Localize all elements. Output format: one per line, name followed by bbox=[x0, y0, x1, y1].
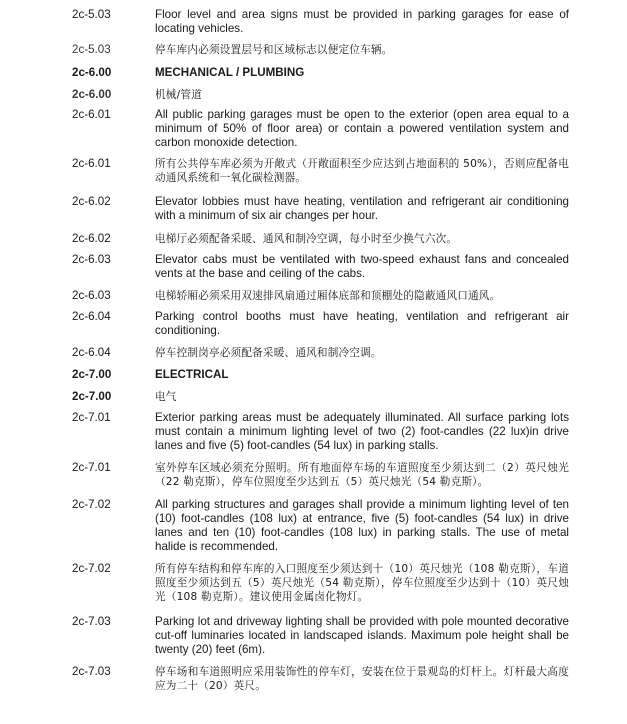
section-number: 2c-7.01 bbox=[72, 461, 111, 474]
section-text: 所有停车结构和停车库的入口照度至少须达到十（10）英尺烛光（108 勒克斯），车道照度至少须达到五（5）英尺烛光（54 勒克斯），停车位照度至少达到十（10）英尺烛光（108 勒克斯）。建议使用金属卤化物灯。 bbox=[155, 563, 569, 603]
section-number: 2c-6.00 bbox=[72, 88, 112, 101]
section-number: 2c-6.04 bbox=[72, 346, 111, 359]
section-text: 停车控制岗亭必须配备采暖、通风和制冷空调。 bbox=[155, 347, 382, 359]
section-text: 电梯厅必须配备采暖、通风和制冷空调，每小时至少换气六次。 bbox=[155, 233, 458, 245]
section-number: 2c-6.01 bbox=[72, 108, 111, 121]
section-number: 2c-7.03 bbox=[72, 665, 111, 678]
section-text: All parking structures and garages shall provide a minimum lighting level of ten (10) foot-candles (108 lux) at entrance, five (5) foot-candles (54 lux) in drive lanes and ten (10) foot-candles (108 lux) in parking stalls. The use of metal halide is recommended. bbox=[155, 498, 569, 553]
section-text: 停车库内必须设置层号和区域标志以便定位车辆。 bbox=[155, 44, 393, 56]
section-number: 2c-7.00 bbox=[72, 390, 112, 403]
section-text: 电梯轿厢必须采用双速排风扇通过厢体底部和顶棚处的隐蔽通风口通风。 bbox=[155, 290, 501, 302]
section-number: 2c-6.02 bbox=[72, 195, 111, 208]
section-text: Elevator cabs must be ventilated with two-speed exhaust fans and concealed vents at the base and ceiling of the cabs. bbox=[155, 253, 569, 280]
section-title: ELECTRICAL bbox=[155, 368, 229, 381]
section-number: 2c-7.02 bbox=[72, 562, 111, 575]
section-number: 2c-6.02 bbox=[72, 232, 111, 245]
section-number: 2c-6.01 bbox=[72, 157, 111, 170]
section-number: 2c-7.00 bbox=[72, 368, 112, 381]
section-title: MECHANICAL / PLUMBING bbox=[155, 66, 305, 79]
section-number: 2c-7.03 bbox=[72, 615, 111, 628]
section-number: 2c-5.03 bbox=[72, 8, 111, 21]
section-title: 电气 bbox=[155, 391, 177, 403]
section-text: Elevator lobbies must have heating, ventilation and refrigerant air conditioning with a minimum of six air changes per hour. bbox=[155, 195, 569, 222]
section-text: Parking lot and driveway lighting shall be provided with pole mounted decorative cut-off luminaries located in landscaped islands. Maximum pole height shall be twenty (20) feet (6m). bbox=[155, 615, 569, 656]
section-text: 停车场和车道照明应采用装饰性的停车灯，安装在位于景观岛的灯杆上。灯杆最大高度应为二十（20）英尺。 bbox=[155, 666, 569, 692]
section-number: 2c-7.02 bbox=[72, 498, 111, 511]
section-text: All public parking garages must be open to the exterior (open area equal to a minimum of 50% of floor area) or contain a powered ventilation system and carbon monoxide detection. bbox=[155, 108, 569, 149]
section-text: 所有公共停车库必须为开敞式（开敞面积至少应达到占地面积的 50%），否则应配备电动通风系统和一氧化碳检测器。 bbox=[155, 158, 569, 184]
section-text: 室外停车区域必须充分照明。所有地面停车场的车道照度至少须达到二（2）英尺烛光（22 勒克斯），停车位照度至少达到五（5）英尺烛光（54 勒克斯）。 bbox=[155, 462, 569, 488]
section-number: 2c-6.00 bbox=[72, 66, 112, 79]
section-number: 2c-5.03 bbox=[72, 43, 111, 56]
section-number: 2c-7.01 bbox=[72, 411, 111, 424]
section-text: Floor level and area signs must be provided in parking garages for ease of locating vehicles. bbox=[155, 8, 569, 35]
section-number: 2c-6.03 bbox=[72, 289, 111, 302]
section-number: 2c-6.04 bbox=[72, 310, 111, 323]
section-text: Parking control booths must have heating, ventilation and refrigerant air conditioning. bbox=[155, 310, 569, 337]
section-number: 2c-6.03 bbox=[72, 253, 111, 266]
section-text: Exterior parking areas must be adequately illuminated. All surface parking lots must contain a minimum lighting level of two (2) foot-candles (22 lux)in drive lanes and five (5) foot-candles (54 lux) in parking stalls. bbox=[155, 411, 569, 452]
section-title: 机械/管道 bbox=[155, 89, 202, 101]
